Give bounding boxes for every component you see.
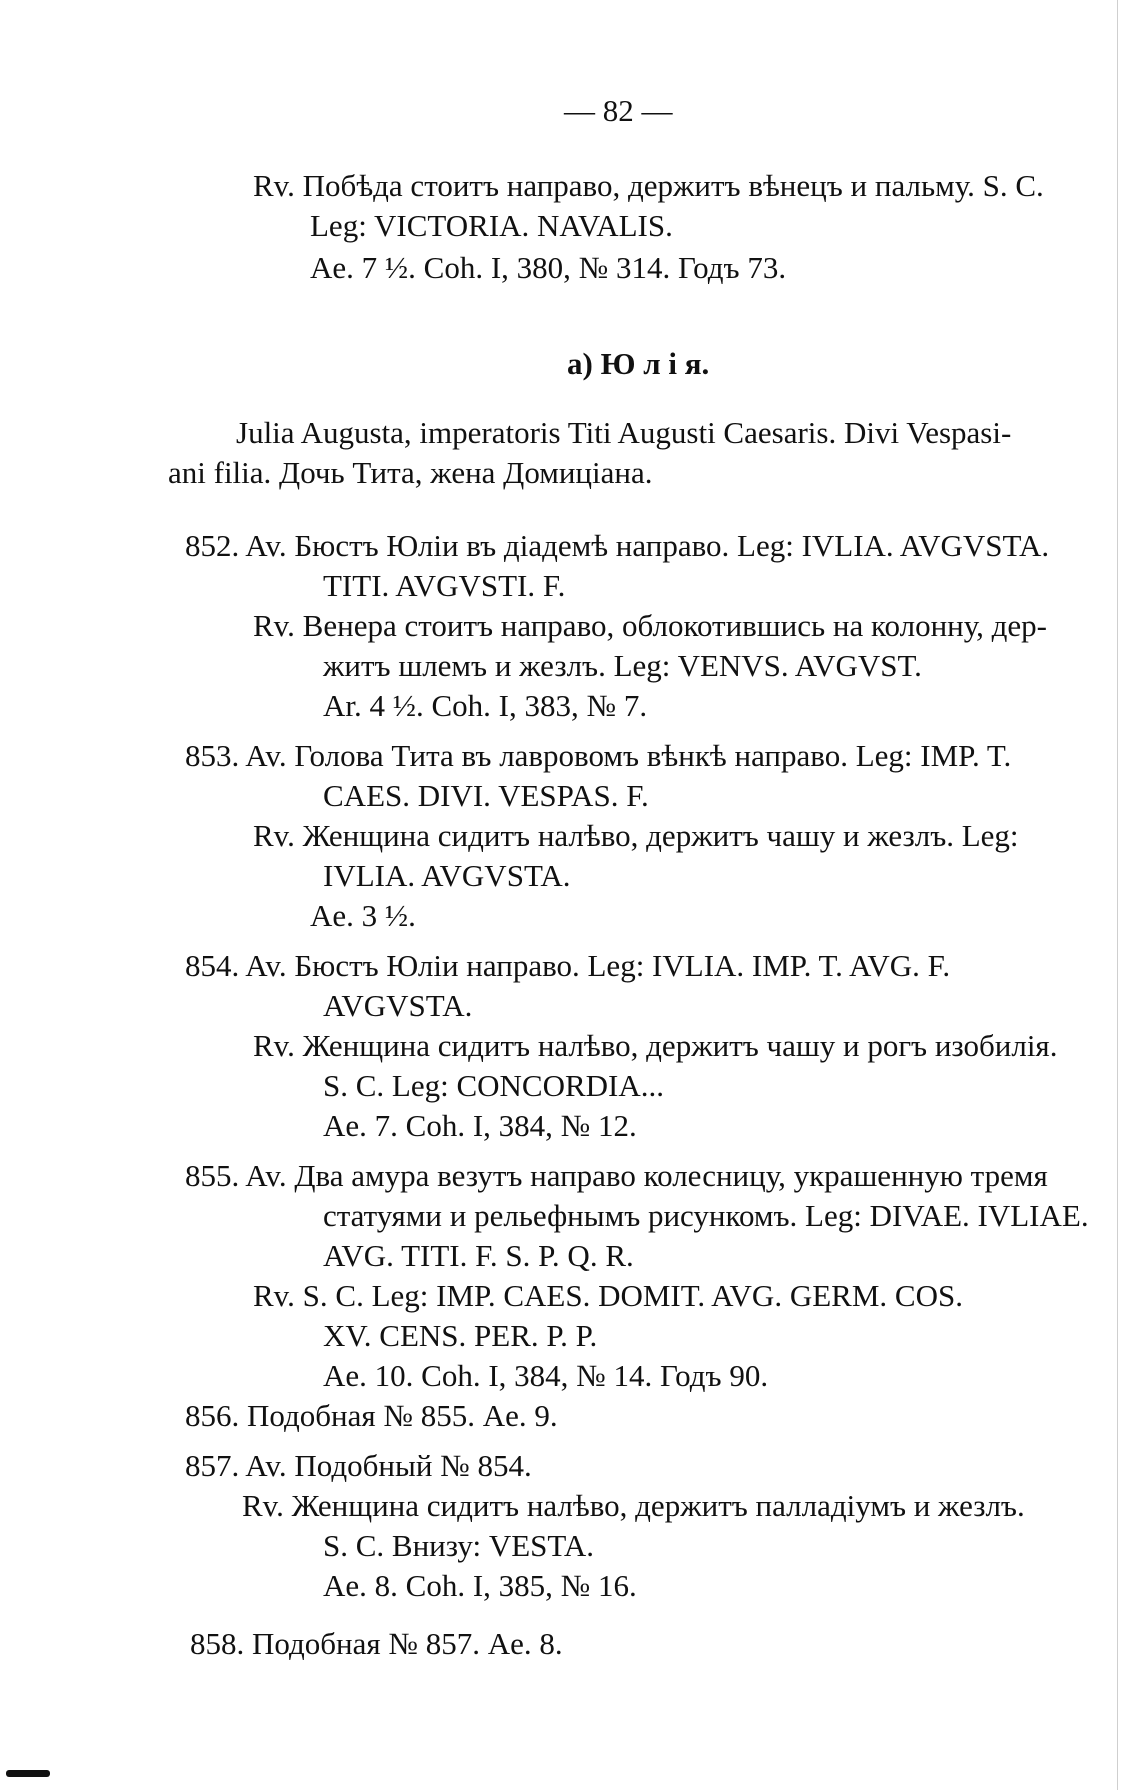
entry-852-line-3: Rv. Венера стоитъ направо, облокотившись на колонну, дер- bbox=[253, 608, 1047, 643]
scan-smudge bbox=[6, 1770, 50, 1777]
entry-852-line-2: TITI. AVGVSTI. F. bbox=[323, 568, 566, 603]
entry-852-line-5: Ar. 4 ½. Coh. I, 383, № 7. bbox=[323, 688, 648, 723]
entry-858-line-1: 858. Подобная № 857. Ae. 8. bbox=[190, 1626, 563, 1661]
entry-853-line-4: IVLIA. AVGVSTA. bbox=[323, 858, 571, 893]
entry-853-line-1: 853. Av. Голова Тита въ лавровомъ вѣнкѣ направо. Leg: IMP. T. bbox=[185, 738, 1012, 773]
entry-856-line-1: 856. Подобная № 855. Ae. 9. bbox=[185, 1398, 558, 1433]
entry-855-line-2: статуями и рельефнымъ рисункомъ. Leg: DIVAE. IVLIAE. bbox=[323, 1198, 1089, 1233]
entry-855-line-4: Rv. S. C. Leg: IMP. CAES. DOMIT. AVG. GERM. COS. bbox=[253, 1278, 963, 1313]
entry-857-line-4: Ae. 8. Coh. I, 385, № 16. bbox=[323, 1568, 637, 1603]
intro-line-2: ani filia. Дочь Тита, жена Домиціана. bbox=[168, 455, 653, 490]
entry-853-line-2: CAES. DIVI. VESPAS. F. bbox=[323, 778, 649, 813]
entry-851-ref: Ae. 7 ½. Coh. I, 380, № 314. Годъ 73. bbox=[310, 250, 787, 285]
intro-line-1: Julia Augusta, imperatoris Titi Augusti Caesaris. Divi Vespasi- bbox=[236, 415, 1012, 450]
entry-855-line-5: XV. CENS. PER. P. P. bbox=[323, 1318, 598, 1353]
page-number: — 82 — bbox=[564, 93, 673, 128]
entry-851-legend: Leg: VICTORIA. NAVALIS. bbox=[310, 208, 673, 243]
entry-852-line-1: 852. Av. Бюстъ Юліи въ діадемѣ направо. Leg: IVLIA. AVGVSTA. bbox=[185, 528, 1050, 563]
entry-854-line-4: S. C. Leg: CONCORDIA... bbox=[323, 1068, 665, 1103]
entry-857-line-1: 857. Av. Подобный № 854. bbox=[185, 1448, 532, 1483]
section-heading: a) Ю л і я. bbox=[567, 346, 710, 381]
entry-853-line-3: Rv. Женщина сидитъ налѣво, держитъ чашу и жезлъ. Leg: bbox=[253, 818, 1019, 853]
entry-854-line-2: AVGVSTA. bbox=[323, 988, 473, 1023]
entry-855-line-6: Ae. 10. Coh. I, 384, № 14. Годъ 90. bbox=[323, 1358, 769, 1393]
entry-852-line-4: житъ шлемъ и жезлъ. Leg: VENVS. AVGVST. bbox=[323, 648, 922, 683]
entry-854-line-1: 854. Av. Бюстъ Юліи направо. Leg: IVLIA. IMP. T. AVG. F. bbox=[185, 948, 951, 983]
entry-855-line-3: AVG. TITI. F. S. P. Q. R. bbox=[323, 1238, 634, 1273]
entry-851-reverse: Rv. Побѣда стоитъ направо, держитъ вѣнецъ и пальму. S. C. bbox=[253, 168, 1044, 203]
entry-854-line-5: Ae. 7. Coh. I, 384, № 12. bbox=[323, 1108, 637, 1143]
entry-854-line-3: Rv. Женщина сидитъ налѣво, держитъ чашу и рогъ изобилія. bbox=[253, 1028, 1058, 1063]
scan-edge-line bbox=[1117, 0, 1118, 1790]
entry-857-line-2: Rv. Женщина сидитъ налѣво, держитъ палладіумъ и жезлъ. bbox=[242, 1488, 1025, 1523]
entry-853-line-5: Ae. 3 ½. bbox=[310, 898, 416, 933]
entry-855-line-1: 855. Av. Два амура везутъ направо колесницу, украшенную тремя bbox=[185, 1158, 1048, 1193]
entry-857-line-3: S. C. Внизу: VESTA. bbox=[323, 1528, 594, 1563]
